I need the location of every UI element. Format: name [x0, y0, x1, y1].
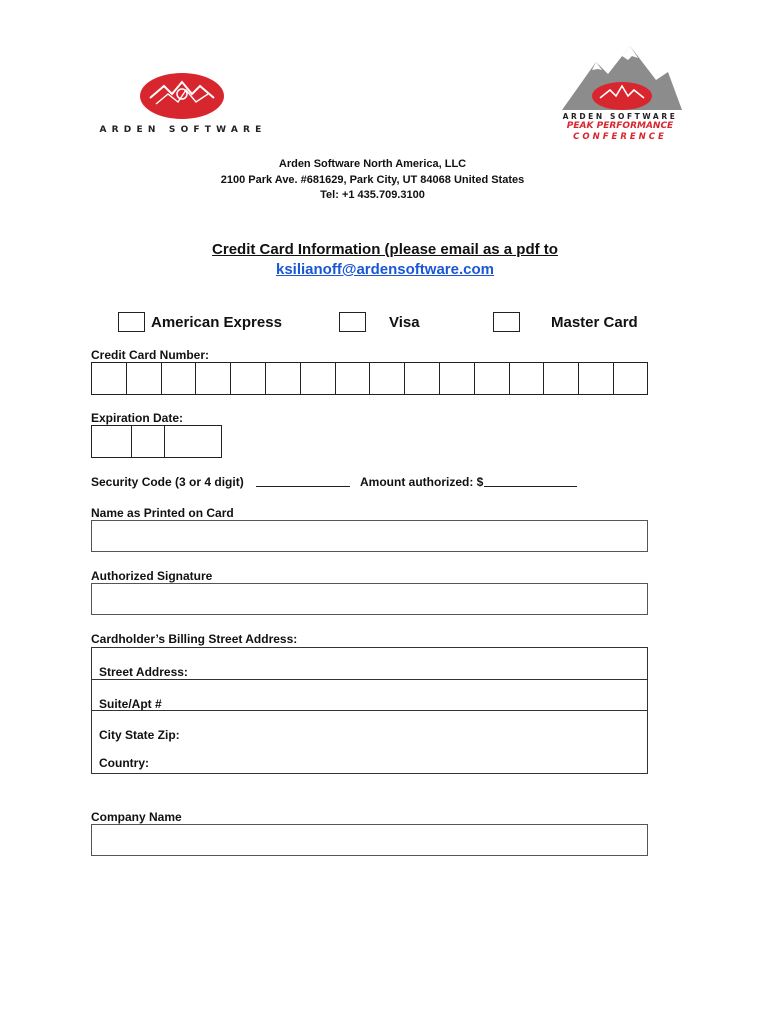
billing-address-table — [91, 647, 648, 774]
suite-label: Suite/Apt # — [99, 696, 162, 711]
signature-label: Authorized Signature — [91, 569, 213, 583]
card-digit[interactable] — [127, 363, 162, 394]
card-digit[interactable] — [440, 363, 475, 394]
expiration-day-cell[interactable] — [132, 426, 165, 457]
security-code-label: Security Code (3 or 4 digit) — [91, 475, 244, 489]
card-digit[interactable] — [475, 363, 510, 394]
card-digit[interactable] — [336, 363, 371, 394]
logo-line-3: CONFERENCE — [573, 132, 667, 142]
arden-emblem-icon — [98, 72, 268, 124]
country-row[interactable] — [92, 743, 647, 773]
security-code-input[interactable] — [256, 486, 350, 487]
city-state-zip-row[interactable] — [92, 711, 647, 743]
expiration-field[interactable] — [91, 425, 222, 458]
card-digit[interactable] — [266, 363, 301, 394]
amount-input[interactable] — [484, 486, 577, 487]
expiration-month-cell[interactable] — [92, 426, 132, 457]
country-label: Country: — [99, 755, 149, 770]
logo-wordmark: ARDEN SOFTWARE — [99, 125, 267, 135]
card-digit[interactable] — [370, 363, 405, 394]
city-state-zip-label: City State Zip: — [99, 728, 180, 742]
logo-line-1: ARDEN SOFTWARE — [562, 112, 678, 121]
expiration-year-cell[interactable] — [165, 426, 221, 457]
card-digit[interactable] — [405, 363, 440, 394]
visa-checkbox[interactable] — [339, 312, 366, 332]
card-digit[interactable] — [579, 363, 614, 394]
visa-label: Visa — [389, 314, 420, 331]
mountain-icon — [556, 44, 684, 112]
signature-input[interactable] — [91, 583, 648, 615]
name-on-card-input[interactable] — [91, 520, 648, 552]
amount-label: Amount authorized: $ — [360, 475, 484, 489]
card-number-label: Credit Card Number: — [91, 348, 210, 362]
company-name: Arden Software North America, LLC — [278, 158, 467, 170]
card-digit[interactable] — [614, 363, 647, 394]
company-name-label: Company Name — [91, 810, 182, 824]
company-street: 2100 Park Ave. #681629, Park City, UT 84068 United States — [220, 174, 525, 186]
company-phone: Tel: +1 435.709.3100 — [320, 189, 425, 201]
amex-checkbox[interactable] — [118, 312, 145, 332]
card-digit[interactable] — [231, 363, 266, 394]
card-digit[interactable] — [510, 363, 545, 394]
company-name-input[interactable] — [91, 824, 648, 856]
logo-line-2: PEAK PERFORMANCE — [566, 121, 674, 131]
form-title: Credit Card Information (please email as a pdf to — [212, 241, 558, 258]
mastercard-label: Master Card — [551, 314, 638, 331]
card-digit[interactable] — [92, 363, 127, 394]
peak-performance-logo — [556, 44, 684, 142]
card-digit[interactable] — [196, 363, 231, 394]
email-link[interactable]: ksilianoff@ardensoftware.com — [275, 261, 494, 278]
card-digit[interactable] — [301, 363, 336, 394]
suite-row[interactable] — [92, 680, 647, 712]
name-on-card-label: Name as Printed on Card — [91, 506, 234, 520]
mastercard-checkbox[interactable] — [493, 312, 520, 332]
amex-label: American Express — [151, 314, 282, 331]
card-digit[interactable] — [162, 363, 197, 394]
street-address-row[interactable] — [92, 648, 647, 680]
card-number-field[interactable] — [91, 362, 648, 395]
arden-software-logo — [98, 72, 268, 138]
billing-address-label: Cardholder’s Billing Street Address: — [91, 632, 298, 646]
card-digit[interactable] — [544, 363, 579, 394]
expiration-label: Expiration Date: — [91, 411, 184, 425]
street-address-label: Street Address: — [99, 665, 188, 679]
